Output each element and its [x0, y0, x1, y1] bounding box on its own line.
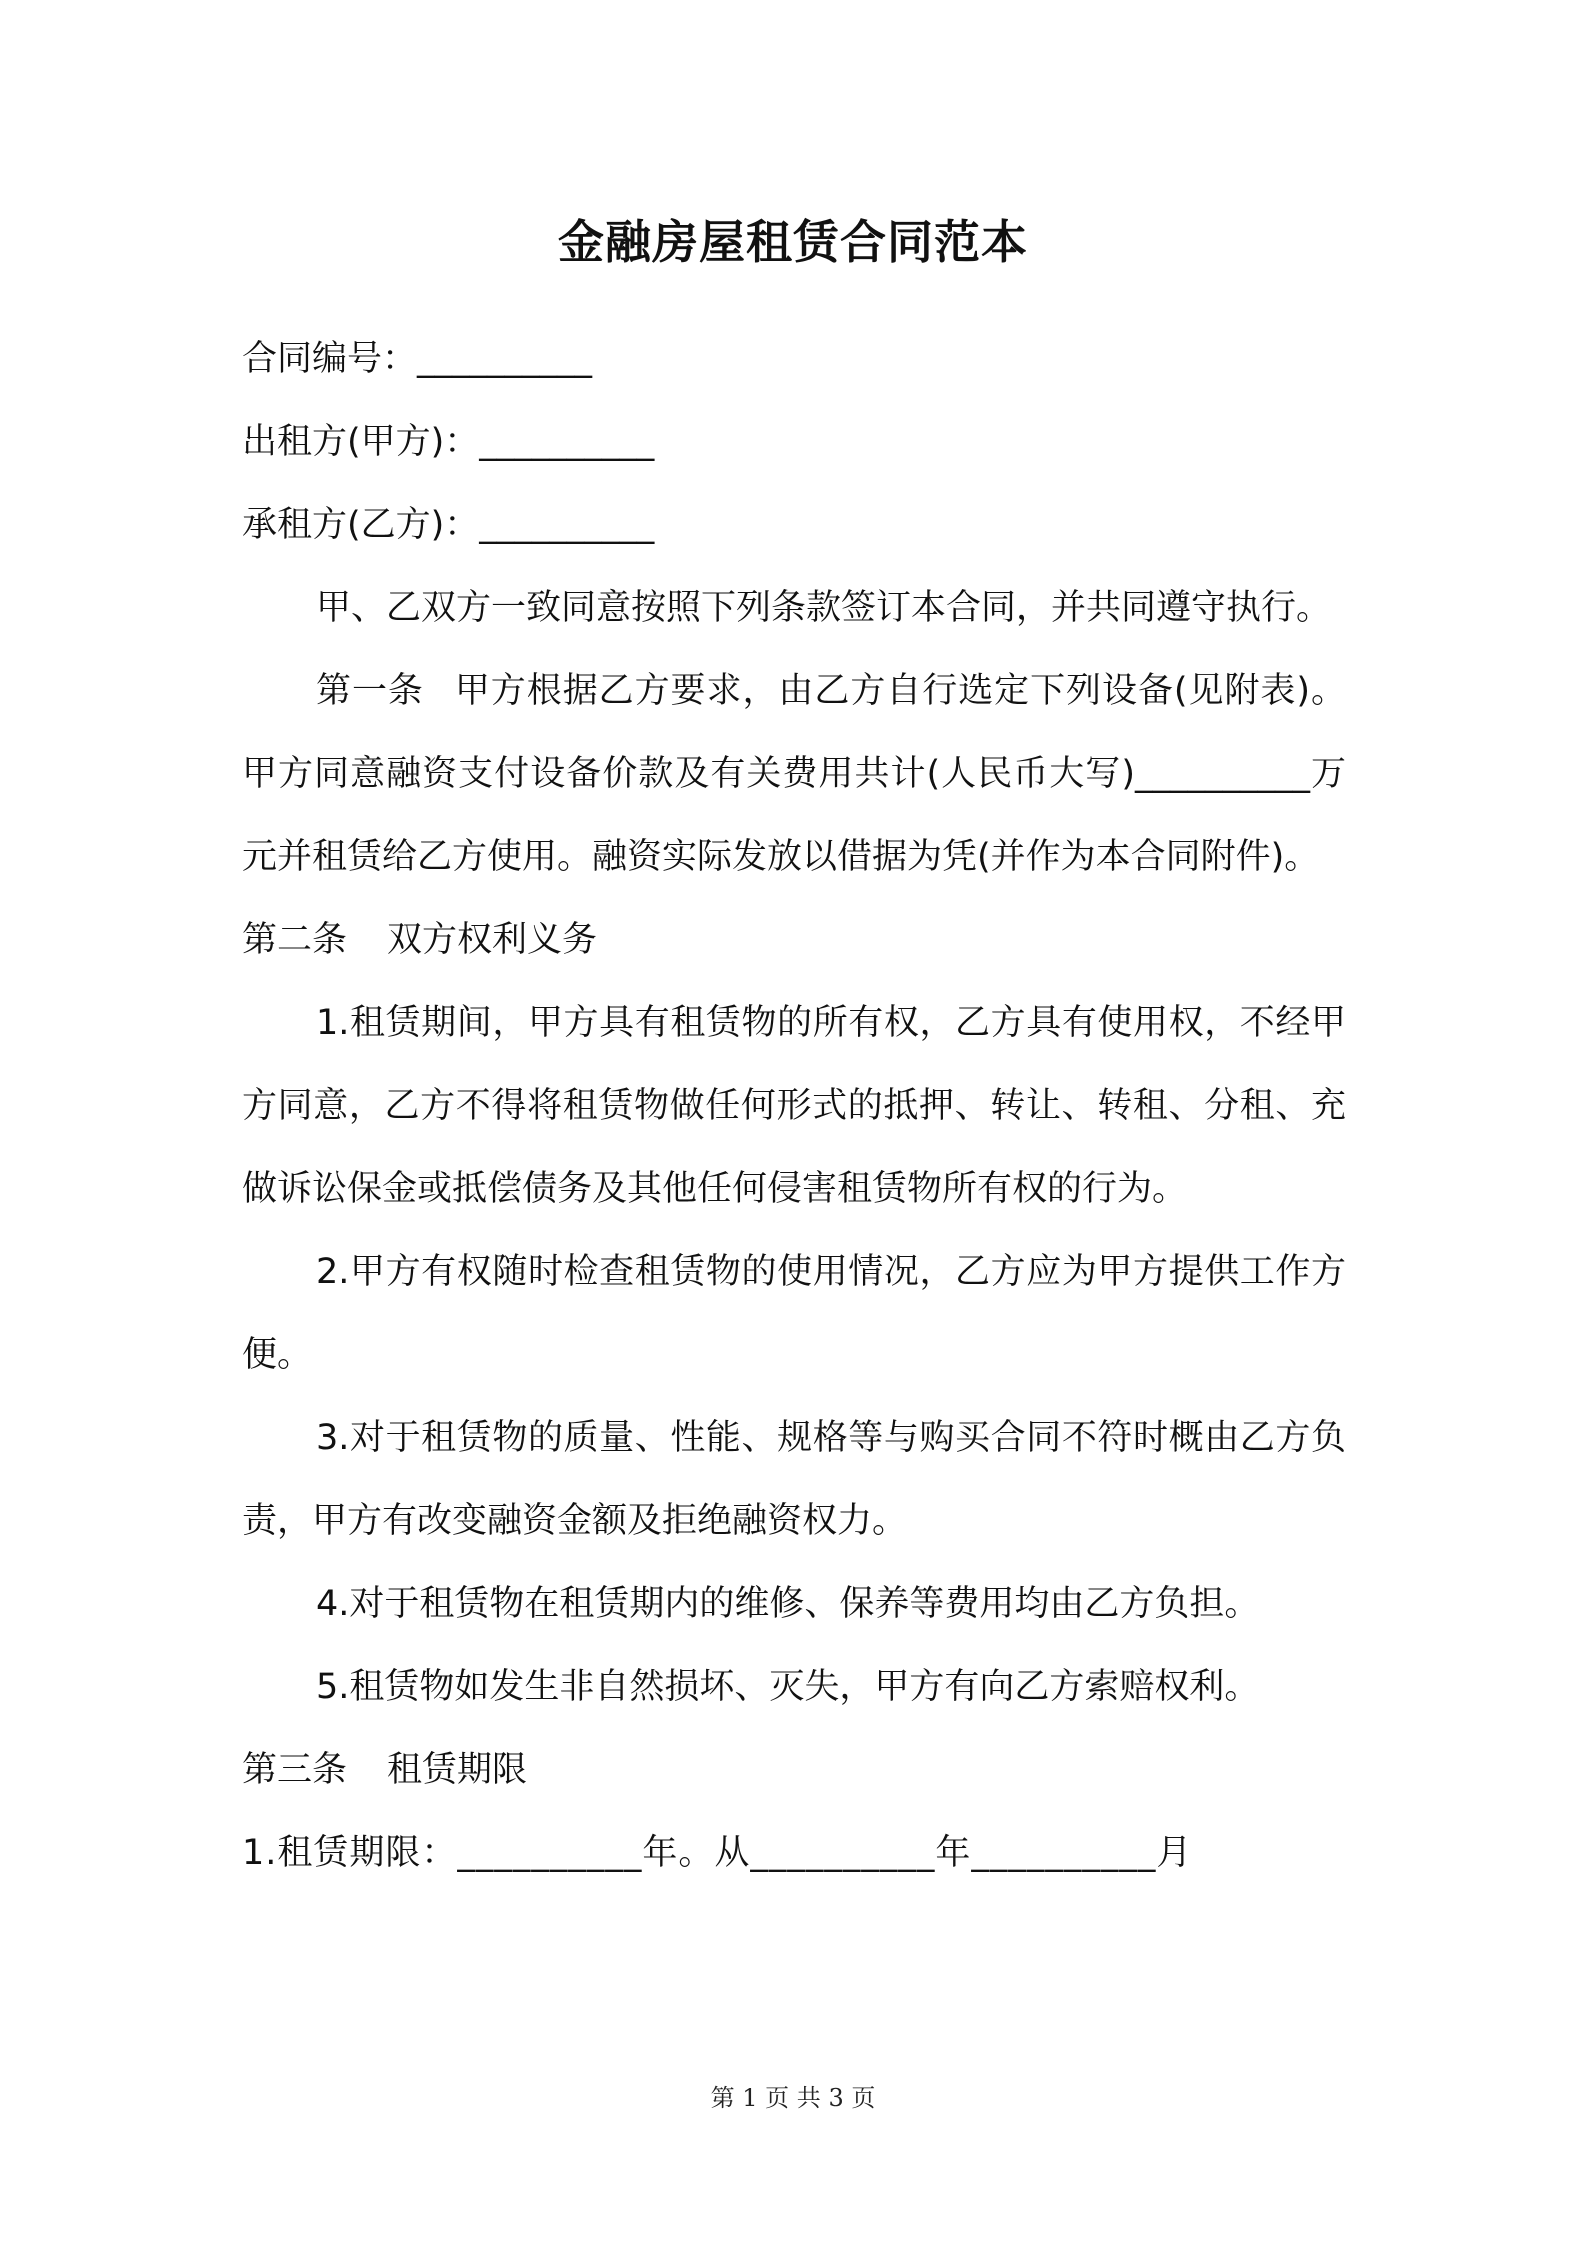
article-2-item-4: 4.对于租赁物在租赁期内的维修、保养等费用均由乙方负担。	[316, 1584, 1260, 1624]
article-3-heading	[242, 1729, 1346, 1812]
contract-number-line: 合同编号：__________	[242, 339, 593, 379]
article-2-item-1: 1.租赁期间，甲方具有租赁物的所有权，乙方具有使用权，不经甲方同意，乙方不得将租赁物做任何形式的抵押、转让、转租、分租、充做诉讼保金或抵偿债务及其他任何侵害租赁物所有权的行为。	[242, 1003, 1346, 1209]
article-2-item-3: 3.对于租赁物的质量、性能、规格等与购买合同不符时概由乙方负责，甲方有改变融资金额及拒绝融资权力。	[242, 1418, 1346, 1541]
article-3-title: 租赁期限	[387, 1750, 528, 1790]
intro-paragraph: 甲、乙双方一致同意按照下列条款签订本合同，并共同遵守执行。	[316, 588, 1332, 628]
page-indicator: 第 1 页 共 3 页	[710, 2084, 876, 2112]
article-3-item-1: 1.租赁期限：__________年。从__________年__________月	[242, 1833, 1193, 1873]
article-1-text: 甲方根据乙方要求，由乙方自行选定下列设备(见附表)。甲方同意融资支付设备价款及有关费用共计(人民币大写)__________万元并租赁给乙方使用。融资实际发放以借据为凭(并作为本合同附件)。	[242, 671, 1346, 877]
article-2-item-2: 2.甲方有权随时检查租赁物的使用情况，乙方应为甲方提供工作方便。	[242, 1252, 1346, 1375]
article-1-label: 第一条	[316, 671, 424, 711]
lessor-line: 出租方(甲方)：__________	[242, 422, 655, 462]
article-2-heading	[242, 899, 1346, 982]
article-1-paragraph	[242, 650, 1346, 899]
article-2-item-5: 5.租赁物如发生非自然损坏、灭失，甲方有向乙方索赔权利。	[316, 1667, 1260, 1707]
lessee-line: 承租方(乙方)：__________	[242, 505, 655, 545]
document-body	[242, 318, 1346, 1895]
document-title: 金融房屋租赁合同范本	[558, 215, 1028, 269]
article-2-title: 双方权利义务	[387, 920, 598, 960]
article-3-label: 第三条	[242, 1750, 348, 1790]
article-2-label: 第二条	[242, 920, 348, 960]
